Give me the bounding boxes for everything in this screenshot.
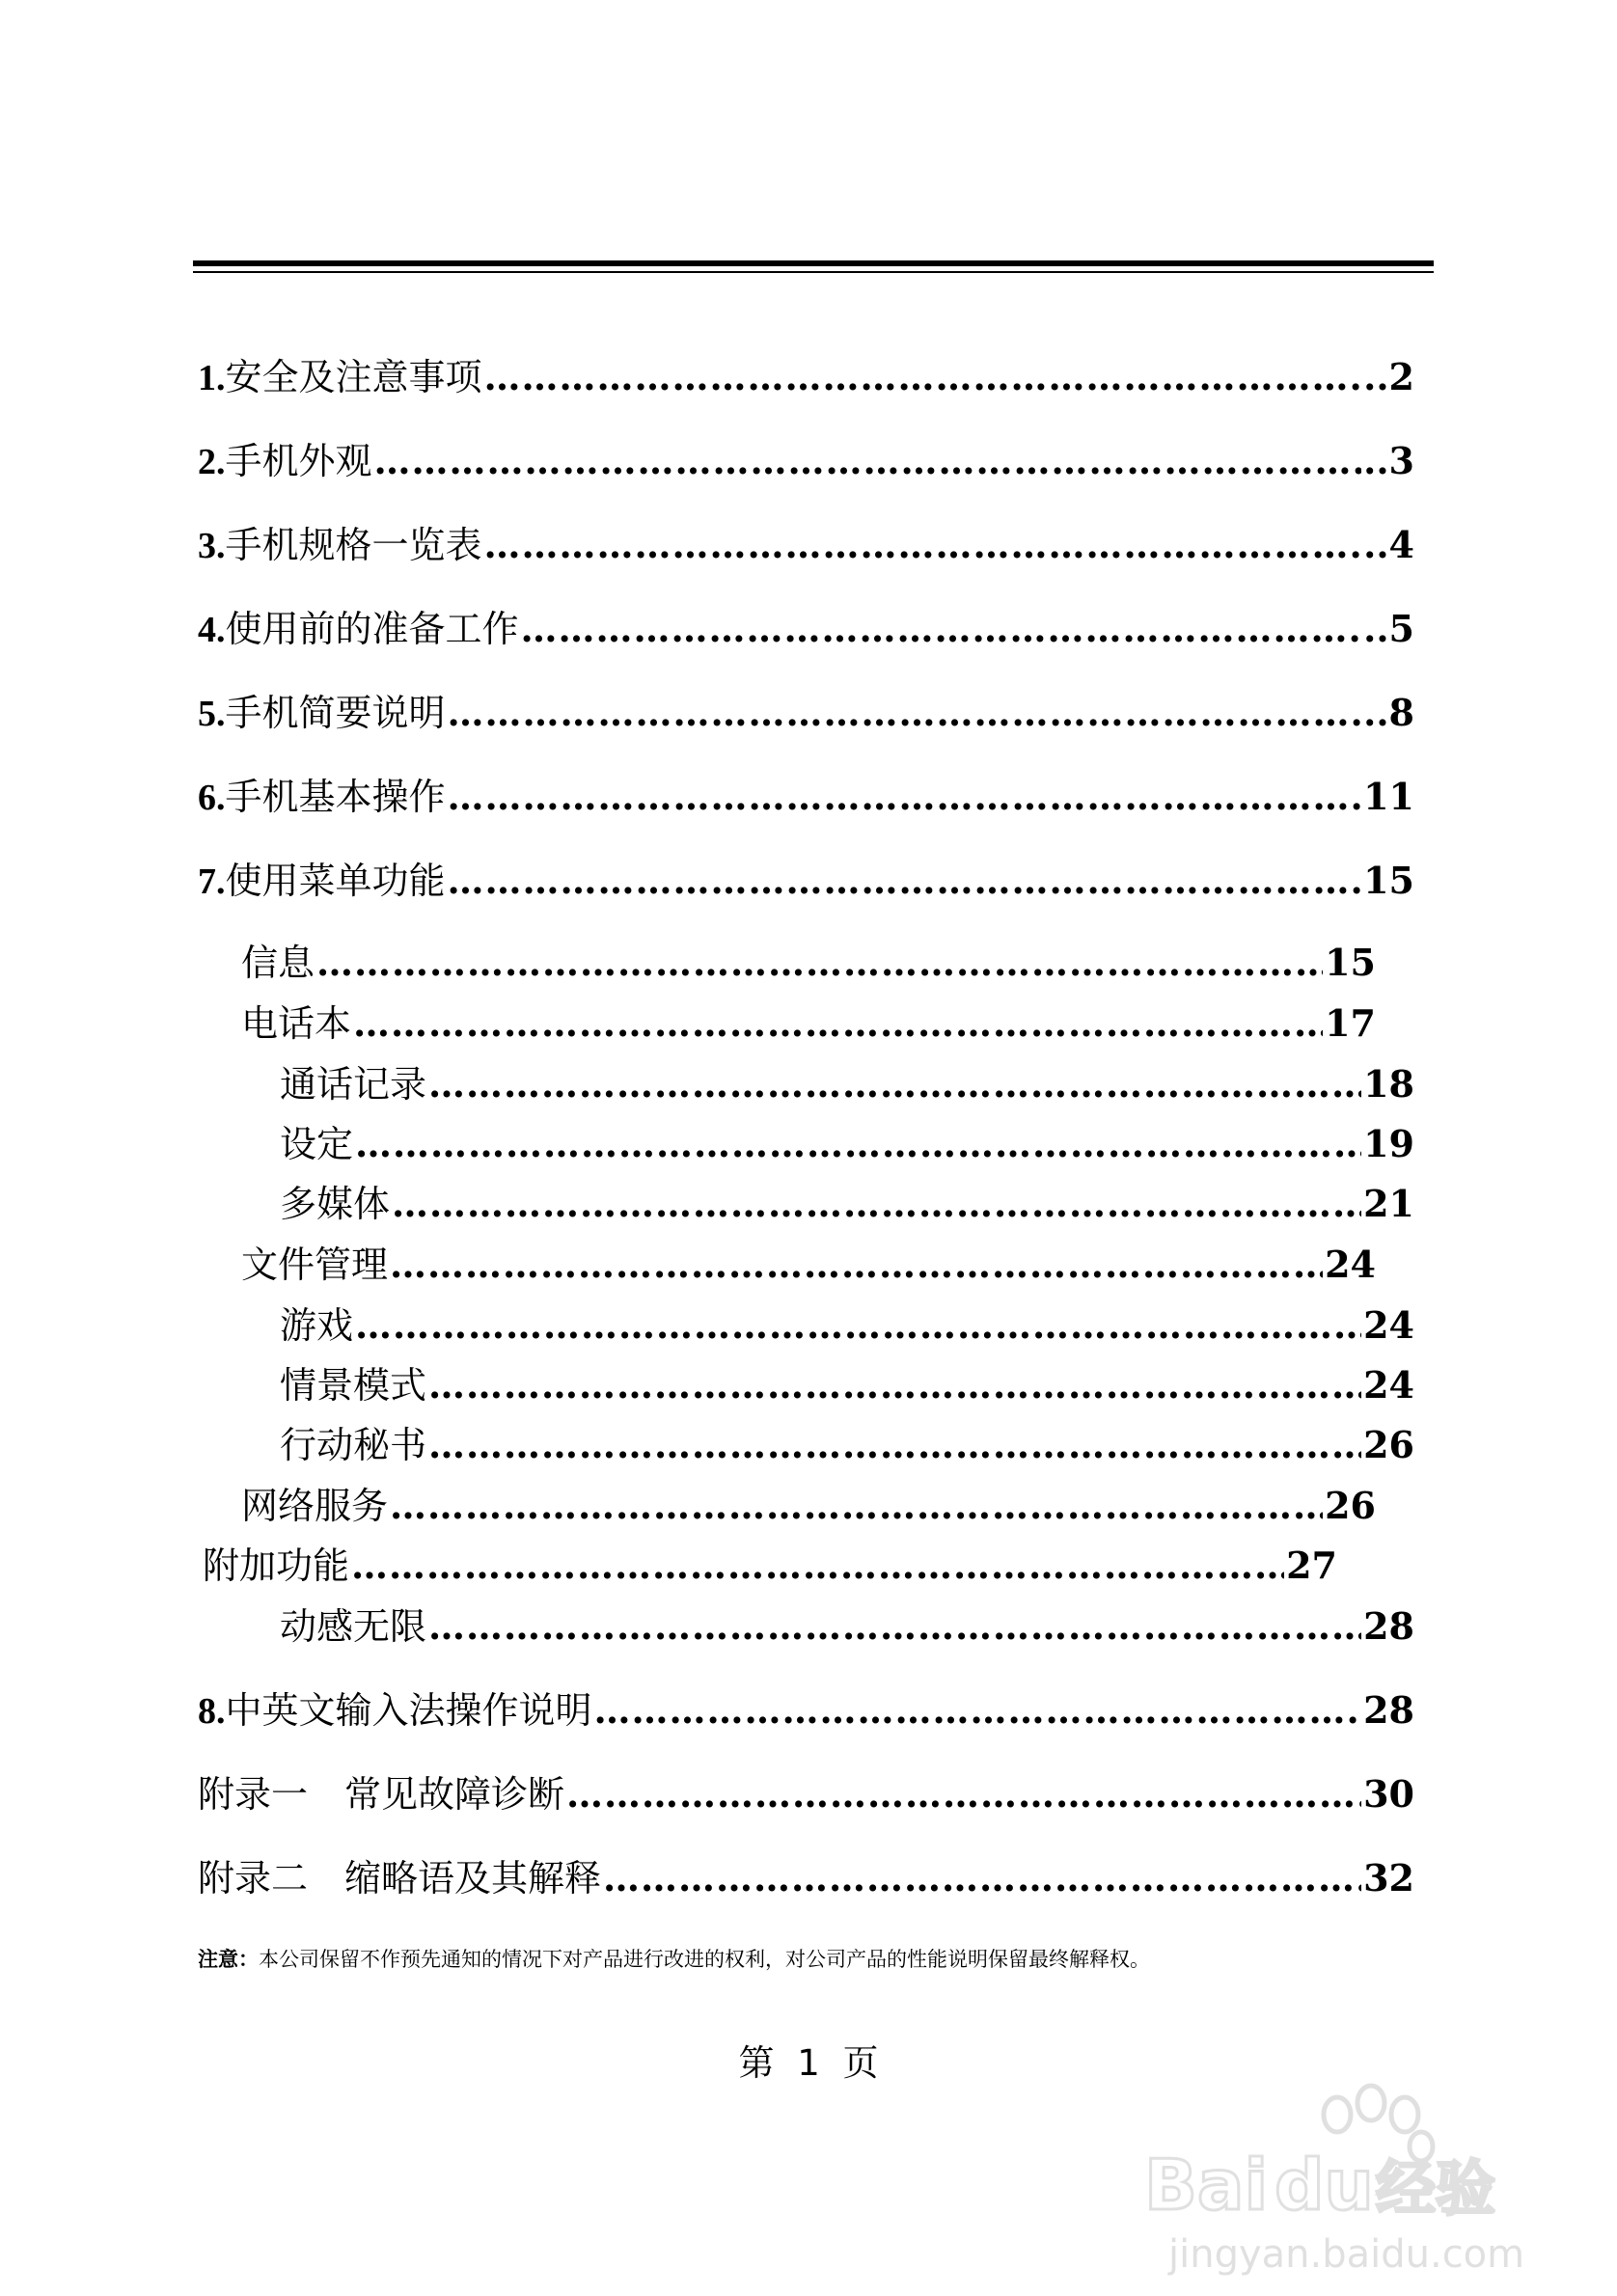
toc-leader <box>521 607 1362 650</box>
toc-leader <box>428 1604 1361 1648</box>
toc-leader <box>390 1243 1323 1286</box>
toc-entry-title: 安全及注意事项 <box>225 356 482 398</box>
toc-leader <box>484 523 1362 566</box>
toc-entry-4 <box>198 599 1414 652</box>
toc-entry-title: 使用菜单功能 <box>225 860 446 902</box>
toc-entry-page: ..4 <box>1363 523 1414 566</box>
toc-entry-5 <box>198 683 1414 736</box>
toc-leader <box>390 1484 1323 1527</box>
toc-subentry <box>203 1536 1337 1589</box>
toc-entry-page: 19 <box>1363 1122 1414 1165</box>
toc-entry-title: 设定 <box>280 1123 354 1165</box>
toc-subentry <box>241 1235 1376 1288</box>
toc-entry-title: 信息 <box>241 942 315 984</box>
toc-entry-title: 动感无限 <box>280 1605 427 1648</box>
toc-entry-page: 28 <box>1363 1688 1414 1732</box>
toc-subentry <box>241 994 1376 1047</box>
watermark-url: jingyan.baidu.com <box>1168 2232 1525 2277</box>
toc-entry-title: 电话本 <box>241 1002 352 1045</box>
toc-leader <box>428 1423 1361 1466</box>
toc-leader <box>484 355 1362 398</box>
toc-entry-page: 24 <box>1363 1363 1414 1407</box>
toc-entry-title: 情景模式 <box>280 1364 427 1407</box>
toc-entry-page: 30 <box>1363 1772 1414 1816</box>
toc-entry-page: 24 <box>1325 1243 1376 1286</box>
toc-leader <box>428 1363 1361 1407</box>
toc-entry-page: ..2 <box>1363 355 1414 398</box>
toc-entry-page: 18 <box>1363 1062 1414 1106</box>
toc-entry-page: ..3 <box>1363 439 1414 482</box>
toc-entry-8 <box>198 1681 1414 1734</box>
page-number: 1 <box>797 2042 820 2084</box>
toc-entry-title: 中英文输入法操作说明 <box>225 1689 592 1732</box>
toc-entry-title: 手机基本操作 <box>225 776 446 818</box>
toc-entry-title: 手机外观 <box>225 440 372 482</box>
toc-entry-title: 手机简要说明 <box>225 692 446 734</box>
toc-leader <box>448 775 1362 818</box>
toc-entry-page: ..5 <box>1363 607 1414 650</box>
toc-subentry <box>241 933 1376 986</box>
toc-leader <box>428 1062 1361 1106</box>
toc-entry-page: 11 <box>1363 775 1414 818</box>
toc-entry-title: 通话记录 <box>280 1063 427 1106</box>
toc-subentry <box>280 1114 1414 1167</box>
toc-leader <box>374 439 1362 482</box>
toc-appendix-1 <box>198 1764 1414 1818</box>
toc-entry-number: 5. <box>198 694 226 734</box>
toc-entry-page: 15 <box>1325 941 1376 984</box>
toc-entry-title: 使用前的准备工作 <box>225 608 519 650</box>
toc-entry-page: 32 <box>1363 1856 1414 1900</box>
toc-entry-page: 27 <box>1286 1544 1337 1587</box>
toc-entry-page: 26 <box>1325 1484 1376 1527</box>
toc-entry-page: 21 <box>1363 1182 1414 1225</box>
toc-subentry <box>280 1415 1414 1468</box>
toc-subentry <box>280 1054 1414 1107</box>
svg-text:经验: 经验 <box>1376 2153 1496 2224</box>
toc-entry-1 <box>198 347 1414 400</box>
toc-entry-3 <box>198 515 1414 568</box>
toc-entry-title: 文件管理 <box>241 1244 389 1286</box>
toc-entry-title: 附录二 缩略语及其解释 <box>198 1857 602 1900</box>
toc-leader <box>448 859 1362 902</box>
toc-entry-number: 8. <box>198 1691 226 1732</box>
header-rule-thin <box>193 271 1434 273</box>
watermark-logo-text: Bai <box>1144 2145 1269 2226</box>
toc-entry-page: 26 <box>1363 1423 1414 1466</box>
note-text: 本公司保留不作预先通知的情况下对产品进行改进的权利，对公司产品的性能说明保留最终解释权。 <box>259 1948 1150 1971</box>
toc-leader <box>594 1688 1362 1732</box>
toc-entry-page: 28 <box>1363 1604 1414 1648</box>
toc-entry-page: ..8 <box>1363 691 1414 734</box>
toc-subentry <box>280 1355 1414 1408</box>
footer-prefix: 第 <box>738 2042 775 2084</box>
toc-leader <box>316 941 1323 984</box>
toc-leader <box>353 1001 1323 1045</box>
toc-subentry <box>280 1296 1414 1349</box>
toc-entry-page: 17 <box>1325 1001 1376 1045</box>
header-rule-thick <box>193 260 1434 266</box>
toc-appendix-2 <box>198 1848 1414 1901</box>
toc-leader <box>448 691 1362 734</box>
toc-leader <box>603 1856 1361 1900</box>
toc-subentry <box>280 1174 1414 1227</box>
note-label: 注意： <box>198 1948 259 1971</box>
toc-entry-title: 手机规格一览表 <box>225 524 482 566</box>
footer-suffix: 页 <box>842 2042 879 2084</box>
toc-entry-page: 15 <box>1363 859 1414 902</box>
toc-entry-2 <box>198 431 1414 484</box>
toc-entry-7 <box>198 851 1414 904</box>
toc-entry-title: 附加功能 <box>203 1544 350 1587</box>
toc-entry-title: 附录一 常见故障诊断 <box>198 1773 565 1816</box>
toc-entry-number: 2. <box>198 442 226 482</box>
toc-leader <box>392 1182 1361 1225</box>
baidu-jingyan-watermark <box>1139 2074 1525 2277</box>
toc-entry-number: 7. <box>198 861 226 902</box>
disclaimer-note <box>198 1944 1150 1973</box>
toc-subentry <box>241 1476 1376 1529</box>
toc-leader <box>566 1772 1361 1816</box>
toc-subentry <box>280 1597 1414 1650</box>
toc-entry-number: 3. <box>198 526 226 566</box>
toc-entry-title: 网络服务 <box>241 1485 389 1527</box>
toc-leader <box>351 1544 1284 1587</box>
toc-leader <box>355 1303 1361 1347</box>
toc-entry-title: 行动秘书 <box>280 1424 427 1466</box>
toc-entry-6 <box>198 767 1414 820</box>
toc-entry-number: 6. <box>198 778 226 818</box>
toc-entry-title: 多媒体 <box>280 1183 391 1225</box>
toc-entry-number: 1. <box>198 358 226 398</box>
toc-entry-title: 游戏 <box>280 1304 354 1347</box>
toc-entry-page: 24 <box>1363 1303 1414 1347</box>
svg-text:du: du <box>1274 2145 1374 2226</box>
toc-entry-number: 4. <box>198 610 226 650</box>
toc-leader <box>355 1122 1361 1165</box>
